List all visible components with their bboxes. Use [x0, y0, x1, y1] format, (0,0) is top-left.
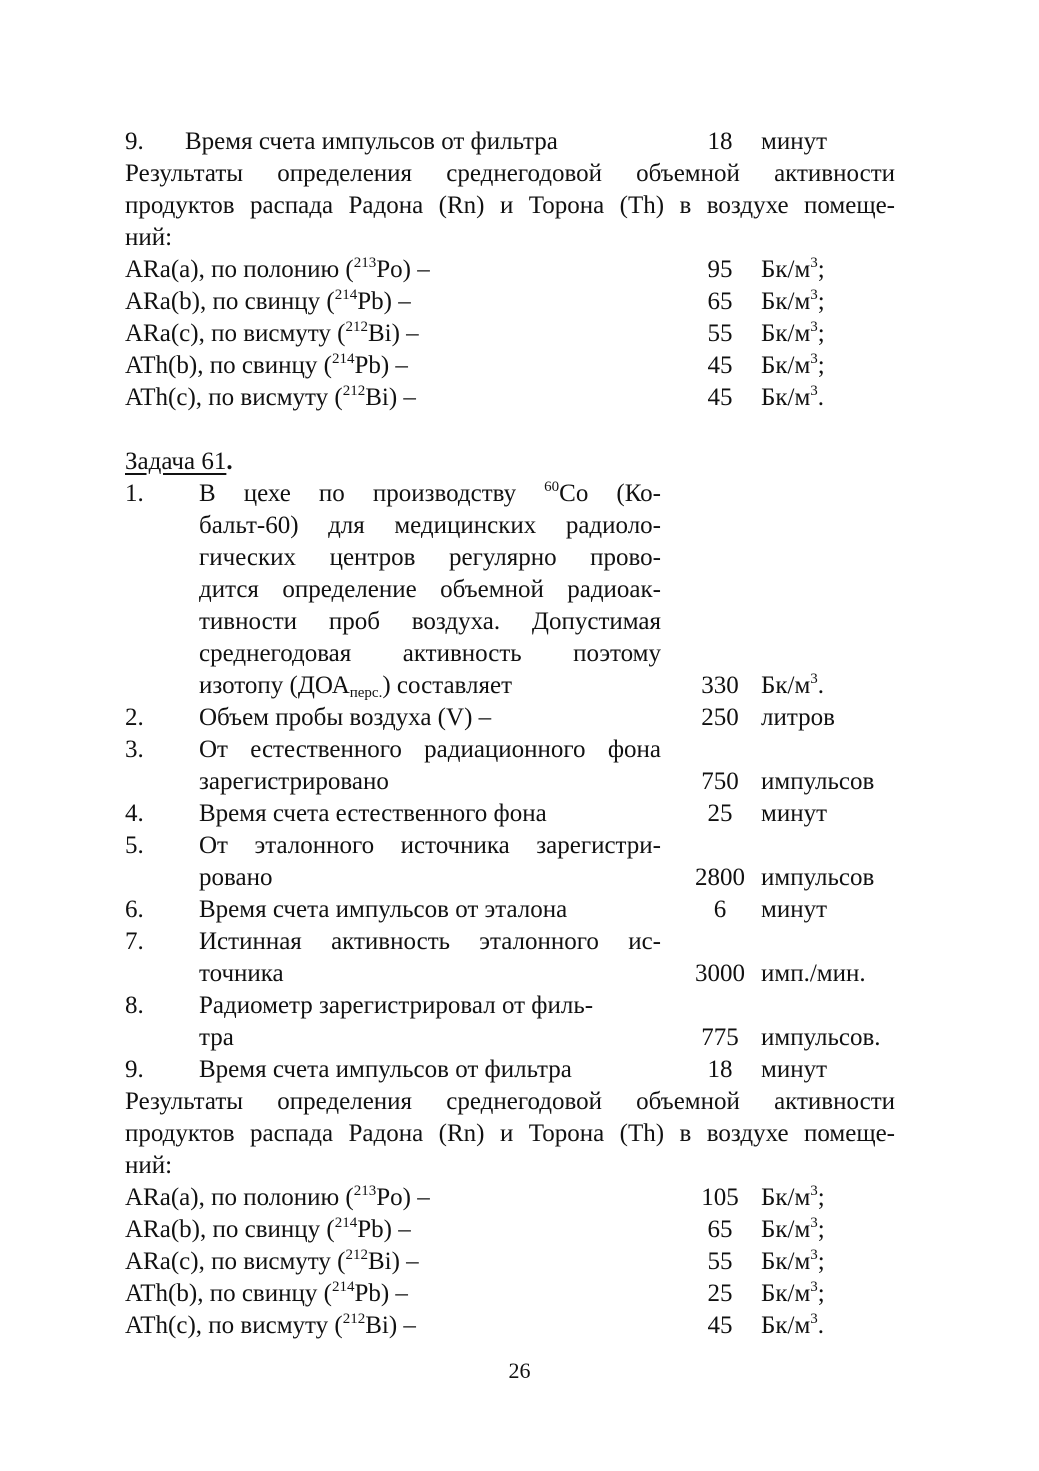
item-unit: минут	[761, 800, 828, 827]
text-part: изотопу (ДОА	[199, 672, 350, 699]
task-item-3-line-2	[125, 766, 915, 798]
activity-unit	[761, 1214, 825, 1246]
task-title	[125, 446, 915, 478]
activity-label	[125, 1214, 411, 1246]
unit-end: ;	[817, 320, 825, 347]
activity-prefix: ATh(b), по свинцу (	[125, 1280, 332, 1307]
task-item-1-line-3	[125, 542, 915, 574]
unit-exponent: 3	[810, 1183, 818, 1199]
item-text: От эталонного источника зарегистри-	[199, 832, 661, 859]
isotope-mass: 212	[345, 319, 368, 335]
task-item-2	[125, 702, 915, 734]
item-text: Истинная активность эталонного ис-	[199, 928, 661, 955]
item-number: 2.	[125, 704, 144, 731]
activity-row	[125, 382, 915, 414]
activity-row	[125, 318, 915, 350]
item-unit: минут	[761, 896, 828, 923]
activity-element: Pb) –	[354, 1280, 408, 1307]
task-title-text: Задача 61	[125, 448, 227, 475]
activity-label	[125, 1246, 419, 1278]
task-item-3-line-1	[125, 734, 915, 766]
unit-exponent: 3	[810, 255, 818, 271]
activity-value: 65	[707, 1216, 733, 1243]
item-value: 18	[707, 1056, 733, 1083]
item-number: 9.	[125, 1056, 144, 1083]
item-unit: импульсов.	[761, 1024, 881, 1051]
top-results-line-3: ний:	[125, 224, 173, 251]
activity-value: 55	[707, 320, 733, 347]
subscript: перс.	[349, 685, 383, 701]
item-unit: минут	[761, 128, 828, 155]
item-text: гических центров регулярно прово-	[199, 544, 661, 571]
unit-text: Бк/м	[761, 352, 811, 379]
task-results-line-1: Результаты определения среднегодовой объемной активности	[125, 1088, 895, 1115]
task-item-1-line-7	[125, 670, 915, 702]
activity-label	[125, 350, 408, 382]
activity-unit	[761, 1182, 825, 1214]
unit-end: .	[817, 1312, 825, 1339]
top-item-9	[125, 126, 915, 158]
isotope-mass: 214	[334, 1215, 358, 1231]
unit-end: ;	[817, 288, 825, 315]
activity-element: Pb) –	[354, 352, 408, 379]
item-number: 8.	[125, 992, 144, 1019]
unit-end: ;	[817, 1280, 825, 1307]
unit-end: .	[817, 672, 825, 699]
unit-text: Бк/м	[761, 1216, 811, 1243]
unit-text: Бк/м	[761, 384, 811, 411]
task-item-1-line-1	[125, 478, 915, 510]
item-unit: импульсов	[761, 768, 875, 795]
unit-text: Бк/м	[761, 256, 811, 283]
unit-text: Бк/м	[761, 1280, 811, 1307]
item-value: 2800	[695, 864, 745, 891]
top-results-line-1: Результаты определения среднегодовой объемной активности	[125, 160, 895, 187]
text-part: В цехе по производству	[199, 480, 545, 507]
task-results-line-3: ний:	[125, 1152, 173, 1179]
activity-value: 95	[707, 256, 733, 283]
activity-value: 45	[707, 384, 733, 411]
activity-unit	[761, 382, 824, 414]
activity-value: 25	[707, 1280, 733, 1307]
item-value: 775	[701, 1024, 739, 1051]
activity-prefix: ARa(c), по висмуту (	[125, 1248, 346, 1275]
item-text: тивности проб воздуха. Допустимая	[199, 608, 661, 635]
unit-exponent: 3	[810, 1247, 818, 1263]
activity-label	[125, 254, 430, 286]
activity-value: 55	[707, 1248, 733, 1275]
activity-element: Po) –	[376, 256, 430, 283]
unit-text: Бк/м	[761, 1248, 811, 1275]
page-body	[125, 126, 915, 1342]
isotope-mass: 212	[342, 383, 366, 399]
item-value: 6	[713, 896, 727, 923]
unit-text: Бк/м	[761, 288, 811, 315]
activity-prefix: ARa(c), по висмуту (	[125, 320, 346, 347]
task-item-8-line-2	[125, 1022, 915, 1054]
activity-prefix: ATh(c), по висмуту (	[125, 384, 343, 411]
isotope-mass: 214	[334, 287, 358, 303]
item-text: дится определение объемной радиоак-	[199, 576, 661, 603]
activity-label	[125, 382, 416, 414]
unit-exponent: 3	[810, 383, 818, 399]
item-text	[199, 670, 512, 702]
task-results-line-2: продуктов распада Радона (Rn) и Торона (Th) в воздухе помеще-	[125, 1120, 895, 1147]
unit-end: .	[817, 384, 825, 411]
text-part: Co (Ко-	[559, 480, 661, 507]
task-item-7-line-2	[125, 958, 915, 990]
text-part: ) составляет	[382, 672, 513, 699]
item-value: 250	[701, 704, 739, 731]
item-unit	[761, 670, 824, 702]
item-value: 330	[701, 672, 739, 699]
isotope-mass: 214	[331, 351, 355, 367]
activity-unit	[761, 1246, 825, 1278]
item-number: 4.	[125, 800, 144, 827]
unit-end: ;	[817, 1248, 825, 1275]
unit-end: ;	[817, 352, 825, 379]
activity-element: Bi) –	[365, 1312, 416, 1339]
activity-unit	[761, 254, 825, 286]
activity-row	[125, 286, 915, 318]
activity-unit	[761, 350, 825, 382]
task-item-8-line-1	[125, 990, 915, 1022]
unit-exponent: 3	[810, 1279, 818, 1295]
activity-value: 45	[707, 1312, 733, 1339]
activity-element: Pb) –	[357, 288, 411, 315]
activity-prefix: ARa(b), по свинцу (	[125, 288, 335, 315]
item-number: 1.	[125, 480, 144, 507]
activity-element: Bi) –	[365, 384, 416, 411]
activity-unit	[761, 286, 825, 318]
item-unit: минут	[761, 1056, 828, 1083]
activity-row	[125, 1310, 915, 1342]
unit-exponent: 3	[810, 287, 818, 303]
unit-end: ;	[817, 1184, 825, 1211]
task-item-1-line-2	[125, 510, 915, 542]
item-text: ровано	[199, 864, 273, 891]
item-number: 5.	[125, 832, 144, 859]
task-item-6	[125, 894, 915, 926]
item-unit: импульсов	[761, 864, 875, 891]
activity-prefix: ARa(b), по свинцу (	[125, 1216, 335, 1243]
activity-row	[125, 1214, 915, 1246]
activity-prefix: ARa(a), по полонию (	[125, 256, 354, 283]
isotope-mass: 60	[544, 479, 560, 495]
item-number: 9.	[125, 128, 144, 155]
item-text: точника	[199, 960, 284, 987]
unit-exponent: 3	[810, 351, 818, 367]
activity-row	[125, 350, 915, 382]
activity-row	[125, 1278, 915, 1310]
task-item-1-line-6	[125, 638, 915, 670]
item-value: 750	[701, 768, 739, 795]
task-item-7-line-1	[125, 926, 915, 958]
item-text: Радиометр зарегистрировал от филь-	[199, 992, 594, 1019]
item-text: Время счета импульсов от фильтра	[185, 128, 558, 155]
isotope-mass: 214	[331, 1279, 355, 1295]
activity-unit	[761, 1310, 824, 1342]
activity-label	[125, 1278, 408, 1310]
unit-exponent: 3	[810, 671, 818, 687]
unit-text: Бк/м	[761, 1312, 811, 1339]
item-text: Время счета импульсов от эталона	[199, 896, 568, 923]
item-number: 7.	[125, 928, 144, 955]
activity-label	[125, 318, 419, 350]
unit-text: Бк/м	[761, 1184, 811, 1211]
item-text: зарегистрировано	[199, 768, 389, 795]
item-text: бальт-60) для медицинских радиоло-	[199, 512, 661, 539]
activity-value: 65	[707, 288, 733, 315]
item-value: 25	[707, 800, 733, 827]
activity-value: 105	[701, 1184, 739, 1211]
task-activity-list	[125, 1182, 915, 1342]
item-text: Время счета импульсов от фильтра	[199, 1056, 572, 1083]
isotope-mass: 212	[345, 1247, 368, 1263]
activity-prefix: ATh(c), по висмуту (	[125, 1312, 343, 1339]
unit-exponent: 3	[810, 1311, 818, 1327]
unit-exponent: 3	[810, 319, 818, 335]
top-results-line-2: продуктов распада Радона (Rn) и Торона (Th) в воздухе помеще-	[125, 192, 895, 219]
item-unit: литров	[761, 704, 835, 731]
isotope-mass: 213	[353, 255, 377, 271]
activity-row	[125, 1246, 915, 1278]
task-item-5-line-2	[125, 862, 915, 894]
isotope-mass: 213	[353, 1183, 377, 1199]
task-item-5-line-1	[125, 830, 915, 862]
task-item-1-line-5	[125, 606, 915, 638]
item-text: От естественного радиационного фона	[199, 736, 661, 763]
item-text: Время счета естественного фона	[199, 800, 547, 827]
page-number: 26	[508, 1358, 531, 1383]
item-value: 3000	[695, 960, 745, 987]
activity-element: Bi) –	[367, 320, 419, 347]
unit-end: ;	[817, 256, 825, 283]
activity-label	[125, 286, 411, 318]
activity-label	[125, 1182, 430, 1214]
activity-label	[125, 1310, 416, 1342]
activity-unit	[761, 1278, 825, 1310]
unit-text: Бк/м	[761, 320, 811, 347]
isotope-mass: 212	[342, 1311, 366, 1327]
item-text: среднегодовая активность поэтому	[199, 640, 661, 667]
activity-row	[125, 254, 915, 286]
activity-value: 45	[707, 352, 733, 379]
task-item-9	[125, 1054, 915, 1086]
activity-unit	[761, 318, 825, 350]
activity-prefix: ATh(b), по свинцу (	[125, 352, 332, 379]
task-item-1-line-4	[125, 574, 915, 606]
unit-exponent: 3	[810, 1215, 818, 1231]
unit-text: Бк/м	[761, 672, 811, 699]
activity-element: Po) –	[376, 1184, 430, 1211]
unit-end: ;	[817, 1216, 825, 1243]
task-title-dot: .	[226, 448, 233, 475]
item-unit: имп./мин.	[761, 960, 866, 987]
activity-element: Bi) –	[367, 1248, 419, 1275]
item-number: 6.	[125, 896, 144, 923]
item-value: 18	[707, 128, 733, 155]
activity-row	[125, 1182, 915, 1214]
item-text: Объем пробы воздуха (V) –	[199, 704, 492, 731]
item-text	[199, 478, 661, 510]
item-number: 3.	[125, 736, 144, 763]
task-item-4	[125, 798, 915, 830]
activity-prefix: ARa(a), по полонию (	[125, 1184, 354, 1211]
top-activity-list	[125, 254, 915, 414]
item-text: тра	[199, 1024, 234, 1051]
activity-element: Pb) –	[357, 1216, 411, 1243]
